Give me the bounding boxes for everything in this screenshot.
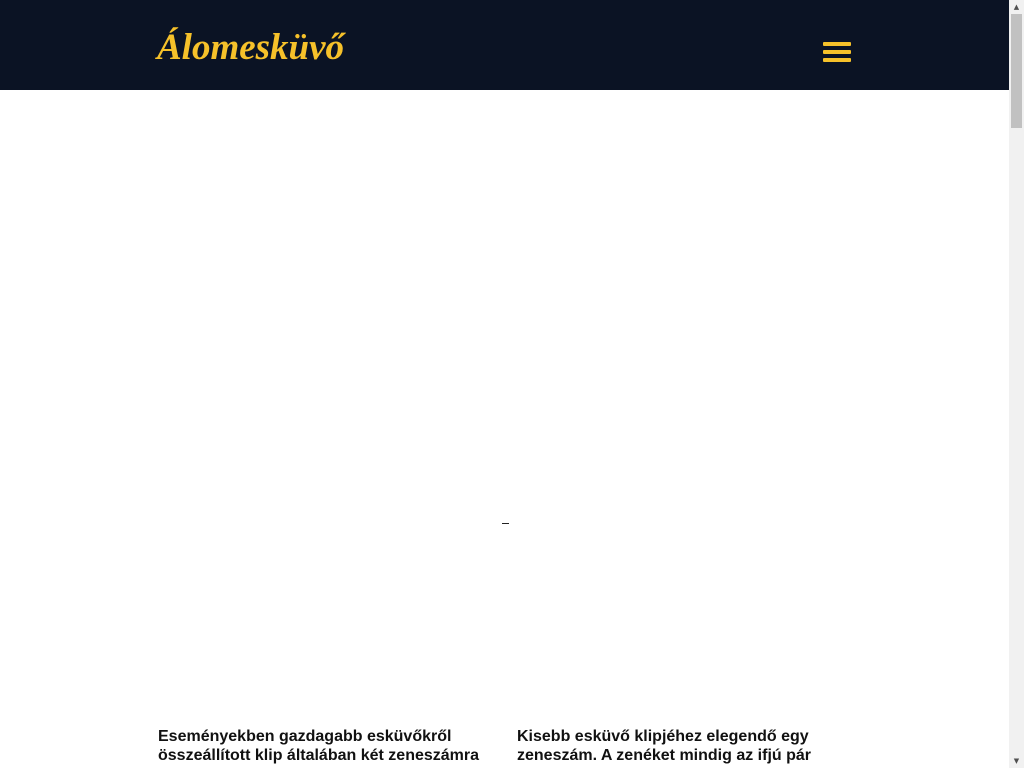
hamburger-menu-icon-bar	[823, 58, 851, 62]
scrollbar-thumb[interactable]	[1011, 14, 1022, 128]
vertical-scrollbar[interactable]	[1009, 0, 1024, 768]
hamburger-menu-icon-bar	[823, 50, 851, 54]
site-logo[interactable]: Álomesküvő	[157, 27, 345, 68]
hamburger-menu-icon	[823, 42, 851, 46]
scroll-up-arrow-icon[interactable]: ▲	[1013, 3, 1020, 11]
intro-text-right: Kisebb esküvő klipjéhez elegendő egy zeneszám. A zenéket mindig az ifjú pár	[517, 728, 811, 764]
hero-media-area	[0, 90, 1009, 710]
scroll-down-arrow-icon[interactable]: ▼	[1013, 757, 1020, 765]
site-header	[0, 0, 1009, 90]
menu-toggle-button[interactable]	[820, 38, 854, 66]
intro-text-left: Eseményekben gazdagabb esküvőkről összeállított klip általában két zeneszámra	[158, 728, 480, 764]
loading-indicator	[502, 523, 509, 524]
